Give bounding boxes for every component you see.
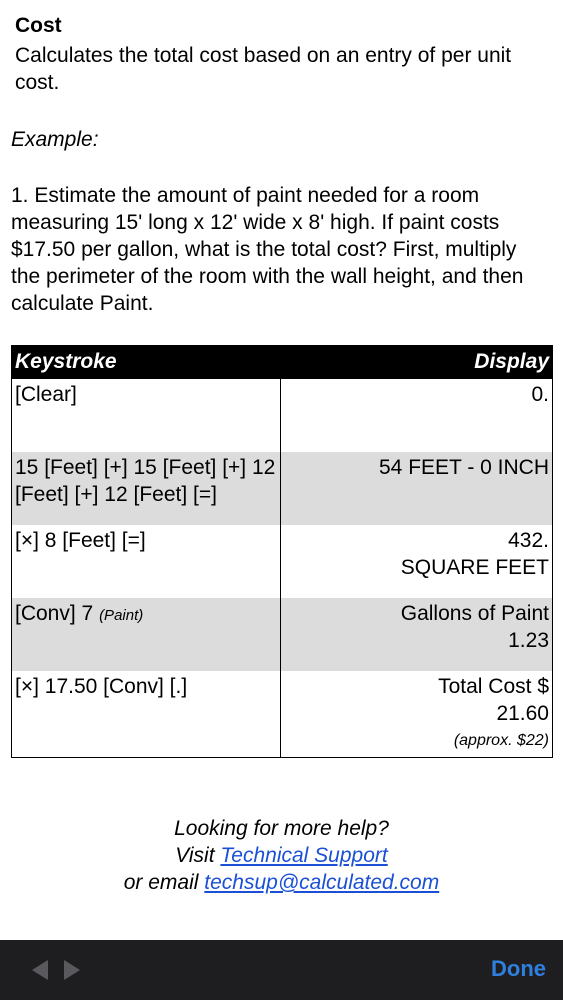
table-header-row <box>12 346 553 379</box>
table-row <box>12 379 553 453</box>
display-cell: 0. <box>281 379 553 453</box>
table-row <box>12 598 553 671</box>
display-cell <box>281 598 553 671</box>
keystroke-header: Keystroke <box>12 346 281 379</box>
table-row <box>12 671 553 758</box>
done-button[interactable]: Done <box>491 956 546 981</box>
example-label: Example: <box>11 128 99 151</box>
display-cell <box>281 525 553 598</box>
back-arrow-icon[interactable] <box>28 958 52 982</box>
keystroke-table <box>11 345 553 758</box>
display-header: Display <box>281 346 553 379</box>
help-visit-line <box>0 842 563 869</box>
keystroke-cell: [×] 17.50 [Conv] [.] <box>12 671 281 758</box>
display-value: 432. <box>508 529 549 552</box>
table-row <box>12 452 553 525</box>
display-value: 1.23 <box>508 629 549 652</box>
display-cell <box>281 671 553 758</box>
display-cell: 54 FEET - 0 INCH <box>281 452 553 525</box>
technical-support-link[interactable]: Technical Support <box>220 844 388 867</box>
keystroke-cell <box>12 598 281 671</box>
nav-arrows <box>28 958 88 982</box>
keystroke-text: [Conv] 7 <box>15 602 94 625</box>
help-question: Looking for more help? <box>174 817 389 840</box>
forward-arrow-icon[interactable] <box>60 958 84 982</box>
keystroke-cell: [×] 8 [Feet] [=] <box>12 525 281 598</box>
display-unit: SQUARE FEET <box>400 556 549 579</box>
keystroke-cell: [Clear] <box>12 379 281 453</box>
email-link[interactable]: techsup@calculated.com <box>204 871 440 894</box>
help-email-line <box>0 869 563 896</box>
email-prefix: or email <box>123 871 199 894</box>
table-row <box>12 525 553 598</box>
display-label: Total Cost $ <box>438 675 549 698</box>
example-problem: 1. Estimate the amount of paint needed for a room measuring 15' long x 12' wide x 8' high. If paint costs $17.50 per gallon, what is the total cost? First, multiply the perimeter of the room with the wall height, and then calculate Paint. <box>11 184 524 315</box>
section-description: Calculates the total cost based on an entry of per unit cost. <box>15 44 512 94</box>
keystroke-note: (Paint) <box>99 607 144 624</box>
bottom-toolbar <box>0 940 563 1000</box>
display-note: (approx. $22) <box>453 732 549 749</box>
display-value: 21.60 <box>496 702 549 725</box>
section-title: Cost <box>15 14 62 37</box>
help-footer <box>0 815 563 896</box>
visit-prefix: Visit <box>175 844 215 867</box>
keystroke-cell: 15 [Feet] [+] 15 [Feet] [+] 12 [Feet] [+] 12 [Feet] [=] <box>12 452 281 525</box>
display-label: Gallons of Paint <box>400 602 549 625</box>
